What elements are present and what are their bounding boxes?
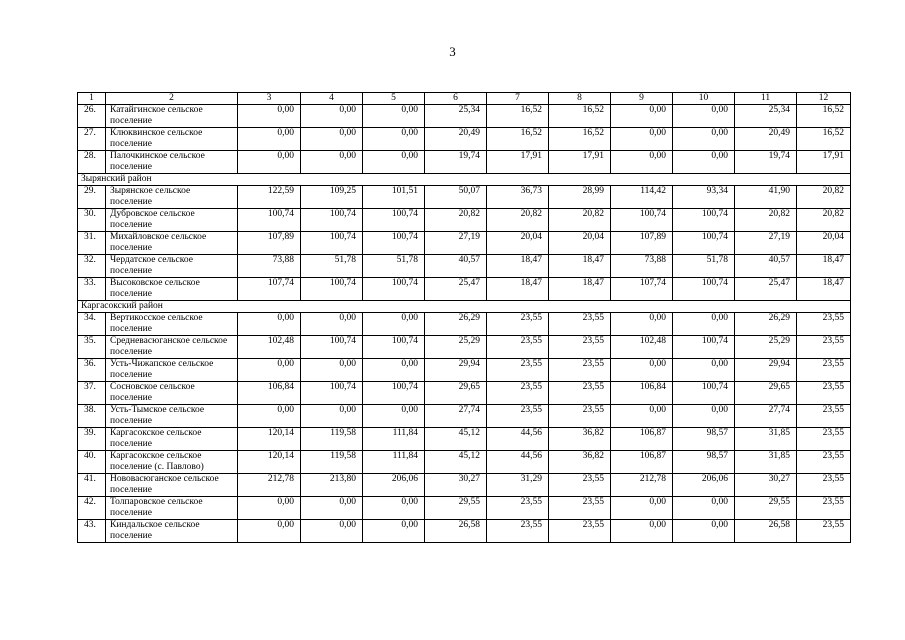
value-cell: 29,65 [735, 382, 797, 405]
table-row [78, 151, 851, 174]
value-cell: 111,84 [363, 451, 425, 474]
settlement-name: Сосновское сельское поселение [106, 382, 238, 405]
value-cell: 17,91 [487, 151, 549, 174]
value-cell: 17,91 [549, 151, 611, 174]
table-row [78, 428, 851, 451]
value-cell: 29,94 [425, 359, 487, 382]
value-cell: 106,84 [238, 382, 301, 405]
row-number: 37. [78, 382, 106, 405]
value-cell: 18,47 [487, 255, 549, 278]
row-number: 42. [78, 497, 106, 520]
value-cell: 23,55 [797, 382, 851, 405]
value-cell: 0,00 [301, 151, 363, 174]
value-cell: 20,82 [797, 186, 851, 209]
table-row [78, 186, 851, 209]
settlement-name: Усть-Тымское сельское поселение [106, 405, 238, 428]
value-cell: 0,00 [611, 151, 673, 174]
value-cell: 25,29 [735, 336, 797, 359]
value-cell: 212,78 [611, 474, 673, 497]
value-cell: 27,74 [735, 405, 797, 428]
value-cell: 18,47 [797, 255, 851, 278]
value-cell: 29,65 [425, 382, 487, 405]
value-cell: 23,55 [487, 382, 549, 405]
value-cell: 29,94 [735, 359, 797, 382]
table-row [78, 232, 851, 255]
value-cell: 0,00 [363, 359, 425, 382]
table-row [78, 336, 851, 359]
value-cell: 107,89 [611, 232, 673, 255]
value-cell: 23,55 [487, 405, 549, 428]
column-header: 8 [549, 93, 611, 105]
value-cell: 23,55 [549, 382, 611, 405]
value-cell: 102,48 [611, 336, 673, 359]
column-header: 6 [425, 93, 487, 105]
value-cell: 100,74 [611, 209, 673, 232]
value-cell: 23,55 [549, 497, 611, 520]
value-cell: 0,00 [363, 520, 425, 543]
settlement-name: Катайгинское сельское поселение [106, 105, 238, 128]
row-number: 34. [78, 313, 106, 336]
value-cell: 100,74 [363, 278, 425, 301]
value-cell: 0,00 [611, 520, 673, 543]
value-cell: 100,74 [363, 209, 425, 232]
settlement-name: Зырянское сельское поселение [106, 186, 238, 209]
value-cell: 16,52 [487, 128, 549, 151]
table-row [78, 405, 851, 428]
value-cell: 23,55 [797, 359, 851, 382]
value-cell: 23,55 [797, 313, 851, 336]
value-cell: 0,00 [673, 313, 735, 336]
value-cell: 18,47 [549, 278, 611, 301]
settlement-name: Чердатское сельское поселение [106, 255, 238, 278]
value-cell: 23,55 [549, 405, 611, 428]
value-cell: 23,55 [797, 474, 851, 497]
value-cell: 36,82 [549, 428, 611, 451]
value-cell: 20,04 [797, 232, 851, 255]
value-cell: 25,29 [425, 336, 487, 359]
value-cell: 50,07 [425, 186, 487, 209]
value-cell: 51,78 [301, 255, 363, 278]
value-cell: 16,52 [549, 128, 611, 151]
district-name: Каргасокский район [78, 301, 851, 313]
value-cell: 100,74 [673, 278, 735, 301]
value-cell: 23,55 [549, 336, 611, 359]
value-cell: 20,49 [425, 128, 487, 151]
value-cell: 0,00 [301, 128, 363, 151]
value-cell: 23,55 [549, 474, 611, 497]
value-cell: 206,06 [363, 474, 425, 497]
value-cell: 41,90 [735, 186, 797, 209]
value-cell: 29,55 [735, 497, 797, 520]
value-cell: 20,82 [487, 209, 549, 232]
table-row [78, 313, 851, 336]
value-cell: 40,57 [735, 255, 797, 278]
value-cell: 100,74 [301, 209, 363, 232]
value-cell: 25,34 [425, 105, 487, 128]
value-cell: 19,74 [425, 151, 487, 174]
value-cell: 106,84 [611, 382, 673, 405]
value-cell: 51,78 [363, 255, 425, 278]
value-cell: 213,80 [301, 474, 363, 497]
value-cell: 51,78 [673, 255, 735, 278]
value-cell: 0,00 [611, 313, 673, 336]
value-cell: 212,78 [238, 474, 301, 497]
value-cell: 0,00 [238, 497, 301, 520]
value-cell: 23,55 [487, 497, 549, 520]
row-number: 36. [78, 359, 106, 382]
value-cell: 0,00 [238, 128, 301, 151]
value-cell: 93,34 [673, 186, 735, 209]
value-cell: 0,00 [673, 405, 735, 428]
column-header: 4 [301, 93, 363, 105]
value-cell: 16,52 [487, 105, 549, 128]
value-cell: 36,82 [549, 451, 611, 474]
value-cell: 20,82 [735, 209, 797, 232]
value-cell: 16,52 [797, 128, 851, 151]
row-number: 35. [78, 336, 106, 359]
value-cell: 31,85 [735, 451, 797, 474]
value-cell: 109,25 [301, 186, 363, 209]
value-cell: 0,00 [301, 520, 363, 543]
value-cell: 100,74 [363, 382, 425, 405]
value-cell: 23,55 [487, 313, 549, 336]
value-cell: 122,59 [238, 186, 301, 209]
settlement-name: Усть-Чижапское сельское поселение [106, 359, 238, 382]
value-cell: 40,57 [425, 255, 487, 278]
district-name: Зырянский район [78, 174, 851, 186]
value-cell: 0,00 [301, 105, 363, 128]
value-cell: 0,00 [363, 405, 425, 428]
value-cell: 23,55 [797, 451, 851, 474]
settlement-name: Каргасокское сельское поселение [106, 428, 238, 451]
column-header: 11 [735, 93, 797, 105]
settlement-name: Михайловское сельское поселение [106, 232, 238, 255]
value-cell: 0,00 [238, 151, 301, 174]
value-cell: 36,73 [487, 186, 549, 209]
value-cell: 98,57 [673, 451, 735, 474]
value-cell: 73,88 [611, 255, 673, 278]
value-cell: 26,58 [425, 520, 487, 543]
value-cell: 23,55 [487, 359, 549, 382]
value-cell: 111,84 [363, 428, 425, 451]
column-header: 2 [106, 93, 238, 105]
row-number: 27. [78, 128, 106, 151]
column-header: 3 [238, 93, 301, 105]
value-cell: 18,47 [797, 278, 851, 301]
header-row [78, 93, 851, 105]
value-cell: 23,55 [487, 520, 549, 543]
value-cell: 26,29 [425, 313, 487, 336]
district-row [78, 174, 851, 186]
value-cell: 18,47 [549, 255, 611, 278]
value-cell: 44,56 [487, 451, 549, 474]
value-cell: 25,47 [735, 278, 797, 301]
settlement-name: Дубровское сельское поселение [106, 209, 238, 232]
value-cell: 25,34 [735, 105, 797, 128]
settlement-name: Палочкинское сельское поселение [106, 151, 238, 174]
value-cell: 107,89 [238, 232, 301, 255]
table-row [78, 520, 851, 543]
value-cell: 18,47 [487, 278, 549, 301]
value-cell: 23,55 [797, 497, 851, 520]
value-cell: 26,29 [735, 313, 797, 336]
value-cell: 45,12 [425, 428, 487, 451]
value-cell: 27,19 [735, 232, 797, 255]
value-cell: 119,58 [301, 428, 363, 451]
value-cell: 25,47 [425, 278, 487, 301]
value-cell: 0,00 [238, 313, 301, 336]
settlement-name: Средневасюганское сельское поселение [106, 336, 238, 359]
column-header: 9 [611, 93, 673, 105]
value-cell: 0,00 [611, 105, 673, 128]
value-cell: 100,74 [673, 232, 735, 255]
value-cell: 23,55 [549, 359, 611, 382]
value-cell: 106,87 [611, 428, 673, 451]
value-cell: 26,58 [735, 520, 797, 543]
value-cell: 120,14 [238, 428, 301, 451]
value-cell: 23,55 [549, 313, 611, 336]
value-cell: 20,82 [425, 209, 487, 232]
settlement-name: Толпаровское сельское поселение [106, 497, 238, 520]
value-cell: 100,74 [301, 382, 363, 405]
settlement-name: Клюквинское сельское поселение [106, 128, 238, 151]
table-row [78, 474, 851, 497]
row-number: 43. [78, 520, 106, 543]
value-cell: 0,00 [301, 359, 363, 382]
value-cell: 16,52 [549, 105, 611, 128]
value-cell: 20,04 [487, 232, 549, 255]
value-cell: 44,56 [487, 428, 549, 451]
column-header: 1 [78, 93, 106, 105]
value-cell: 0,00 [363, 497, 425, 520]
value-cell: 0,00 [673, 520, 735, 543]
row-number: 33. [78, 278, 106, 301]
value-cell: 0,00 [238, 405, 301, 428]
value-cell: 100,74 [363, 336, 425, 359]
value-cell: 27,74 [425, 405, 487, 428]
value-cell: 20,82 [797, 209, 851, 232]
page-number: 3 [449, 44, 456, 59]
value-cell: 45,12 [425, 451, 487, 474]
value-cell: 114,42 [611, 186, 673, 209]
value-cell: 0,00 [363, 151, 425, 174]
value-cell: 20,82 [549, 209, 611, 232]
value-cell: 0,00 [238, 359, 301, 382]
value-cell: 73,88 [238, 255, 301, 278]
value-cell: 30,27 [425, 474, 487, 497]
settlement-name: Киндальское сельское поселение [106, 520, 238, 543]
value-cell: 107,74 [238, 278, 301, 301]
row-number: 41. [78, 474, 106, 497]
row-number: 30. [78, 209, 106, 232]
value-cell: 206,06 [673, 474, 735, 497]
table-row [78, 451, 851, 474]
value-cell: 29,55 [425, 497, 487, 520]
value-cell: 23,55 [487, 336, 549, 359]
value-cell: 23,55 [797, 520, 851, 543]
row-number: 29. [78, 186, 106, 209]
value-cell: 19,74 [735, 151, 797, 174]
row-number: 28. [78, 151, 106, 174]
value-cell: 0,00 [238, 520, 301, 543]
value-cell: 0,00 [611, 405, 673, 428]
value-cell: 0,00 [673, 359, 735, 382]
row-number: 32. [78, 255, 106, 278]
value-cell: 100,74 [238, 209, 301, 232]
value-cell: 0,00 [673, 105, 735, 128]
value-cell: 0,00 [301, 497, 363, 520]
value-cell: 30,27 [735, 474, 797, 497]
row-number: 31. [78, 232, 106, 255]
value-cell: 101,51 [363, 186, 425, 209]
value-cell: 23,55 [549, 520, 611, 543]
row-number: 26. [78, 105, 106, 128]
value-cell: 23,55 [797, 428, 851, 451]
value-cell: 20,49 [735, 128, 797, 151]
table-row [78, 359, 851, 382]
district-row [78, 301, 851, 313]
value-cell: 0,00 [673, 497, 735, 520]
row-number: 40. [78, 451, 106, 474]
column-header: 12 [797, 93, 851, 105]
value-cell: 100,74 [673, 336, 735, 359]
value-cell: 107,74 [611, 278, 673, 301]
table-row [78, 105, 851, 128]
value-cell: 98,57 [673, 428, 735, 451]
value-cell: 0,00 [301, 405, 363, 428]
table-row [78, 209, 851, 232]
settlement-name: Нововасюганское сельское поселение [106, 474, 238, 497]
value-cell: 102,48 [238, 336, 301, 359]
value-cell: 0,00 [673, 128, 735, 151]
row-number: 38. [78, 405, 106, 428]
value-cell: 120,14 [238, 451, 301, 474]
value-cell: 20,04 [549, 232, 611, 255]
value-cell: 0,00 [363, 313, 425, 336]
column-header: 5 [363, 93, 425, 105]
value-cell: 0,00 [673, 151, 735, 174]
value-cell: 100,74 [363, 232, 425, 255]
value-cell: 17,91 [797, 151, 851, 174]
value-cell: 100,74 [301, 232, 363, 255]
value-cell: 0,00 [238, 105, 301, 128]
value-cell: 16,52 [797, 105, 851, 128]
value-cell: 0,00 [301, 313, 363, 336]
value-cell: 119,58 [301, 451, 363, 474]
value-cell: 23,55 [797, 405, 851, 428]
table-row [78, 255, 851, 278]
value-cell: 100,74 [301, 336, 363, 359]
settlement-name: Каргасокское сельское поселение (с. Павлово) [106, 451, 238, 474]
value-cell: 31,85 [735, 428, 797, 451]
tariff-table [77, 92, 851, 543]
value-cell: 31,29 [487, 474, 549, 497]
value-cell: 27,19 [425, 232, 487, 255]
value-cell: 0,00 [363, 105, 425, 128]
value-cell: 100,74 [673, 382, 735, 405]
table-row [78, 128, 851, 151]
value-cell: 0,00 [611, 497, 673, 520]
value-cell: 28,99 [549, 186, 611, 209]
value-cell: 23,55 [797, 336, 851, 359]
value-cell: 0,00 [611, 359, 673, 382]
value-cell: 100,74 [301, 278, 363, 301]
value-cell: 0,00 [611, 128, 673, 151]
value-cell: 106,87 [611, 451, 673, 474]
row-number: 39. [78, 428, 106, 451]
table-row [78, 278, 851, 301]
settlement-name: Вертикосское сельское поселение [106, 313, 238, 336]
settlement-name: Высоковское сельское поселение [106, 278, 238, 301]
value-cell: 0,00 [363, 128, 425, 151]
value-cell: 100,74 [673, 209, 735, 232]
column-header: 7 [487, 93, 549, 105]
column-header: 10 [673, 93, 735, 105]
table-row [78, 497, 851, 520]
table-row [78, 382, 851, 405]
